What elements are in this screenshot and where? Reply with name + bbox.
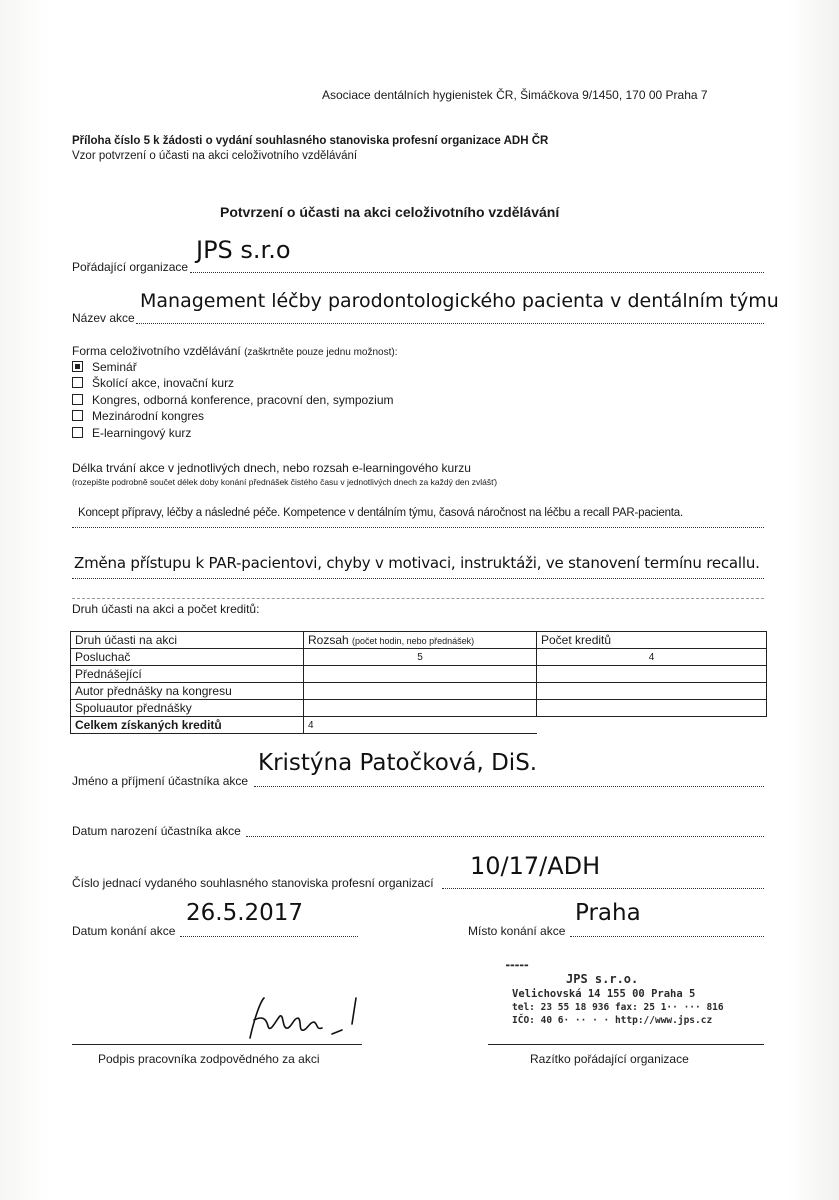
total-label: Celkem získaných kreditů [71, 717, 304, 734]
row-credits[interactable] [537, 700, 767, 717]
total-empty [537, 717, 767, 734]
annex-title: Příloha číslo 5 k žádosti o vydání souhlasného stanoviska profesní organizace ADH ČR [72, 135, 549, 147]
row-credits[interactable]: 4 [537, 649, 767, 666]
participant-value[interactable]: Kristýna Patočková, DiS. [258, 750, 538, 776]
option-congress: Kongres, odborná konference, pracovní den, sympozium [92, 393, 394, 407]
option-elearning: E-learningový kurz [92, 426, 192, 440]
organizer-label: Pořádající organizace [72, 260, 189, 274]
header-credits: Počet kreditů [537, 632, 767, 649]
row-scope[interactable] [304, 683, 537, 700]
date-value[interactable]: 26.5.2017 [186, 900, 304, 926]
stamp-label: Razítko pořádající organizace [530, 1052, 689, 1066]
stamp-ico: IČO: 40 6· ·· · · http://www.jps.cz [512, 1015, 713, 1026]
header-type: Druh účasti na akci [71, 632, 304, 649]
organizer-value[interactable]: JPS s.r.o [196, 236, 291, 264]
row-type: Spoluautor přednášky [71, 700, 304, 717]
row-type: Posluchač [71, 649, 304, 666]
duration-line1[interactable]: Koncept přípravy, léčby a následné péče. Kompetence v dentálním týmu, časová náročnost na léčbu a recall PAR-pacienta. [78, 507, 683, 519]
row-credits[interactable] [537, 666, 767, 683]
table-row [71, 683, 767, 700]
checkbox-international[interactable] [72, 410, 83, 421]
stamp-name: JPS s.r.o. [566, 972, 639, 986]
header-scope-label: Rozsah [308, 633, 349, 647]
stamp-phone: tel: 23 55 18 936 fax: 25 1·· ··· 816 [512, 1002, 724, 1013]
duration-line1-rule [72, 527, 764, 528]
education-form-title: Forma celoživotního vzdělávání [72, 344, 241, 358]
header-scope-note: (počet hodin, nebo přednášek) [352, 636, 475, 646]
annex-subtitle: Vzor potvrzení o účasti na akci celoživotního vzdělávání [72, 150, 358, 162]
option-training: Školící akce, inovační kurz [92, 376, 235, 390]
checkbox-seminar[interactable] [72, 361, 83, 372]
organization-stamp [506, 962, 724, 1042]
place-value[interactable]: Praha [575, 900, 641, 926]
stamp-mark: ▬▬▬▬▬ [506, 962, 530, 969]
total-value[interactable]: 4 [304, 717, 537, 734]
row-scope[interactable]: 5 [304, 649, 537, 666]
row-scope[interactable] [304, 666, 537, 683]
checkbox-congress[interactable] [72, 394, 83, 405]
duration-line2[interactable]: Změna přístupu k PAR-pacientovi, chyby v motivaci, instruktáži, ve stanovení termínu recallu. [74, 554, 760, 572]
event-name-value[interactable]: Management léčby parodontologického pacienta v dentálním týmu [140, 290, 779, 312]
credits-label: Druh účasti na akci a počet kreditů: [72, 602, 260, 616]
event-name-label: Název akce [72, 311, 135, 325]
table-row [71, 649, 767, 666]
separator-rule [72, 598, 764, 599]
duration-label: Délka trvání akce v jednotlivých dnech, nebo rozsah e-learningového kurzu [72, 461, 471, 475]
row-type: Autor přednášky na kongresu [71, 683, 304, 700]
row-scope[interactable] [304, 700, 537, 717]
header-scope [304, 632, 537, 649]
reference-label: Číslo jednací vydaného souhlasného stanoviska profesní organizací [72, 876, 434, 890]
place-label: Místo konání akce [468, 924, 566, 938]
table-total-row [71, 717, 767, 734]
organizer-line [190, 272, 764, 273]
credits-table [70, 631, 767, 734]
birth-line [246, 836, 764, 837]
form-title: Potvrzení o účasti na akci celoživotního vzdělávání [220, 204, 560, 220]
row-credits[interactable] [537, 683, 767, 700]
option-international: Mezinárodní kongres [92, 409, 205, 423]
table-row [71, 700, 767, 717]
stamp-rule [488, 1044, 764, 1045]
participant-label: Jméno a příjmení účastníka akce [72, 774, 249, 788]
date-line [180, 936, 358, 937]
signature-label: Podpis pracovníka zodpovědného za akci [98, 1052, 320, 1066]
option-seminar: Seminář [92, 360, 137, 374]
checkbox-elearning[interactable] [72, 427, 83, 438]
date-label: Datum konání akce [72, 924, 176, 938]
checkbox-training[interactable] [72, 377, 83, 388]
table-row [71, 666, 767, 683]
participant-line [254, 786, 764, 787]
table-header-row [71, 632, 767, 649]
event-name-line [136, 323, 764, 324]
duration-line2-rule [72, 578, 764, 579]
duration-note: (rozepište podrobně součet délek doby konání přednášek čistého času v jednotlivých dnech za každý den zvlášť) [72, 477, 498, 487]
education-form-note: (zaškrtněte pouze jednu možnost): [244, 347, 398, 358]
stamp-address: Velichovská 14 155 00 Praha 5 [512, 988, 696, 1000]
birth-label: Datum narození účastníka akce [72, 824, 241, 838]
row-type: Přednášející [71, 666, 304, 683]
reference-line [442, 888, 764, 889]
reference-value[interactable]: 10/17/ADH [470, 852, 601, 880]
signature-rule [72, 1044, 362, 1045]
place-line [570, 936, 764, 937]
association-address: Asociace dentálních hygienistek ČR, Šimáčkova 9/1450, 170 00 Praha 7 [322, 88, 708, 102]
education-form-label [72, 344, 398, 358]
signature-drawing [232, 990, 382, 1045]
